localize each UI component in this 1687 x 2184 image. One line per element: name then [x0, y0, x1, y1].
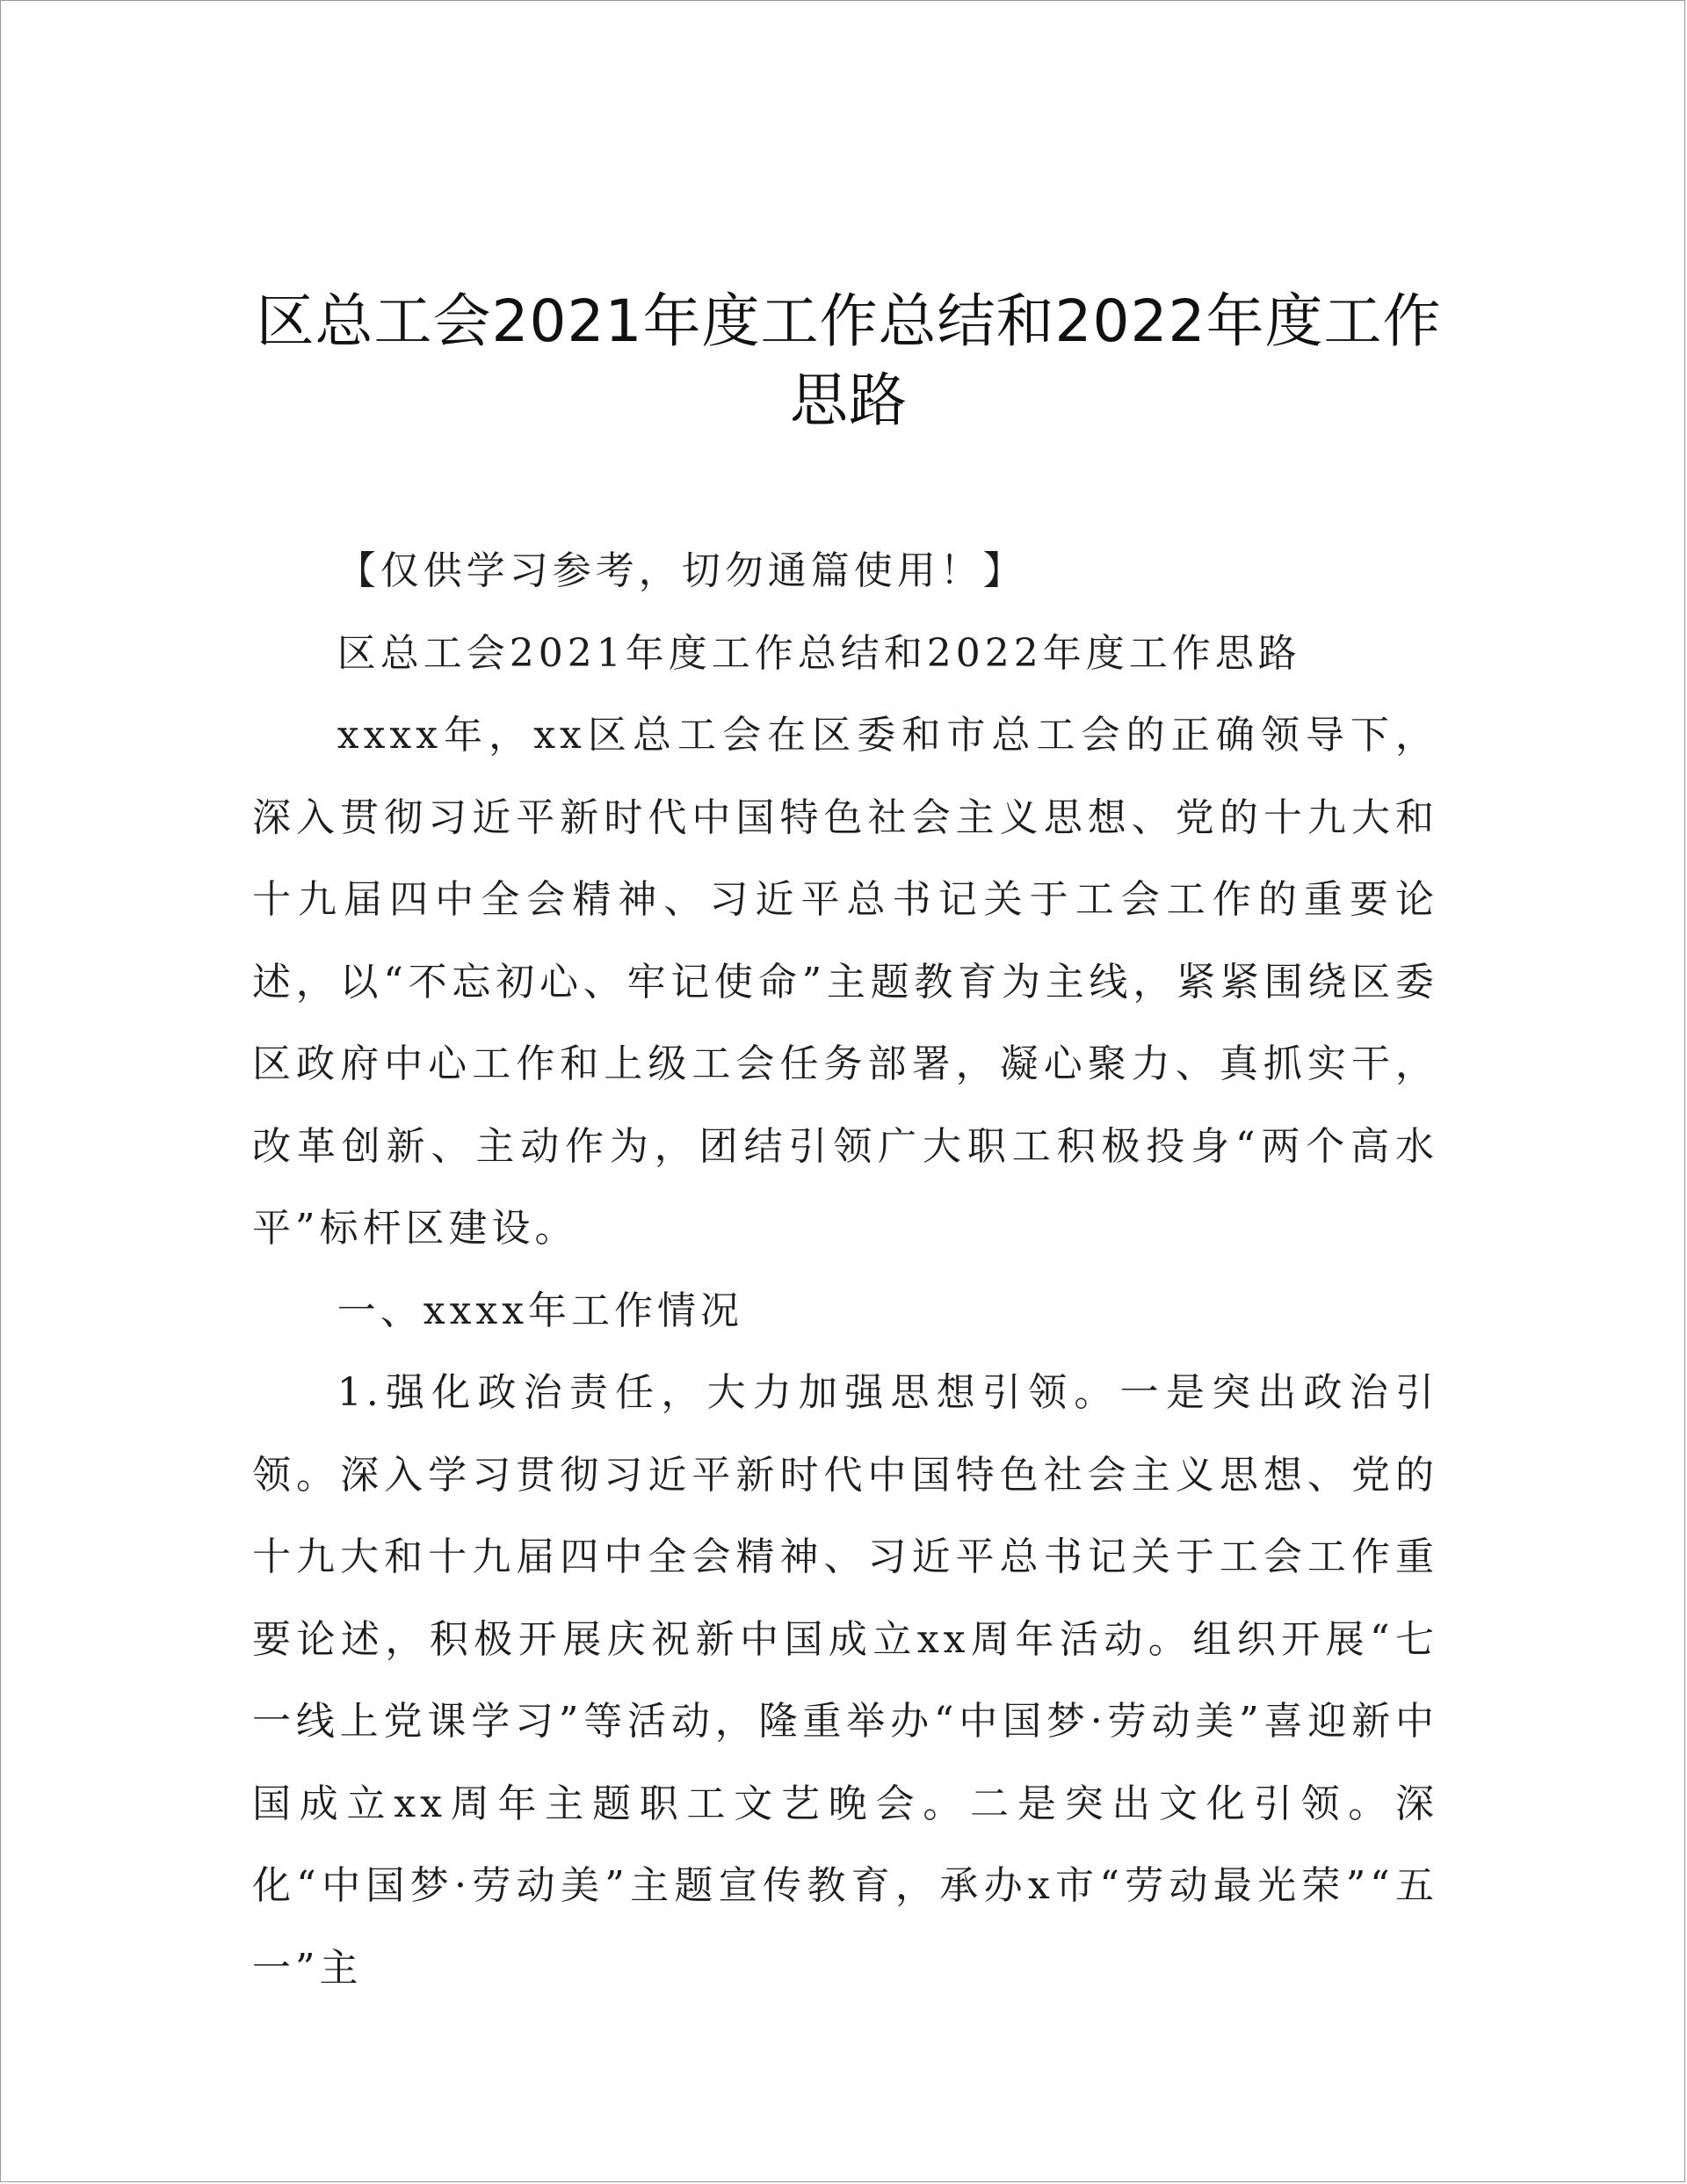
- subtitle-paragraph: 区总工会2021年度工作总结和2022年度工作思路: [337, 630, 1301, 676]
- intro-paragraph: xxxx年，xx区总工会在区委和市总工会的正确领导下，深入贯彻习近平新时代中国特色社会主义思想、党的十九大和十九届四中全会精神、习近平总书记关于工会工作的重要论述，以“不忘初心、牢记使命”主题教育为主线，紧紧围绕区委区政府中心工作和上级工会任务部署，凝心聚力、真抓实干，改革创新、主动作为，团结引领广大职工积极投身“两个高水平”标杆区建设。: [252, 713, 1438, 1251]
- document-body: [252, 530, 1438, 2009]
- document-title: 区总工会2021年度工作总结和2022年度工作思路: [256, 287, 1442, 434]
- disclaimer-paragraph: 【仅供学习参考，切勿通篇使用！】: [337, 548, 1026, 593]
- section-paragraph: 1.强化政治责任，大力加强思想引领。一是突出政治引领。深入学习贯彻习近平新时代中国特色社会主义思想、党的十九大和十九届四中全会精神、习近平总书记关于工会工作重要论述，积极开展庆祝新中国成立xx周年活动。组织开展“七一线上党课学习”等活动，隆重举办“中国梦·劳动美”喜迎新中国成立xx周年主题职工文艺晚会。二是突出文化引领。深化“中国梦·劳动美”主题宣传教育，承办x市“劳动最光荣”“五一”主: [252, 1370, 1438, 1991]
- section-heading: 一、xxxx年工作情况: [337, 1288, 744, 1333]
